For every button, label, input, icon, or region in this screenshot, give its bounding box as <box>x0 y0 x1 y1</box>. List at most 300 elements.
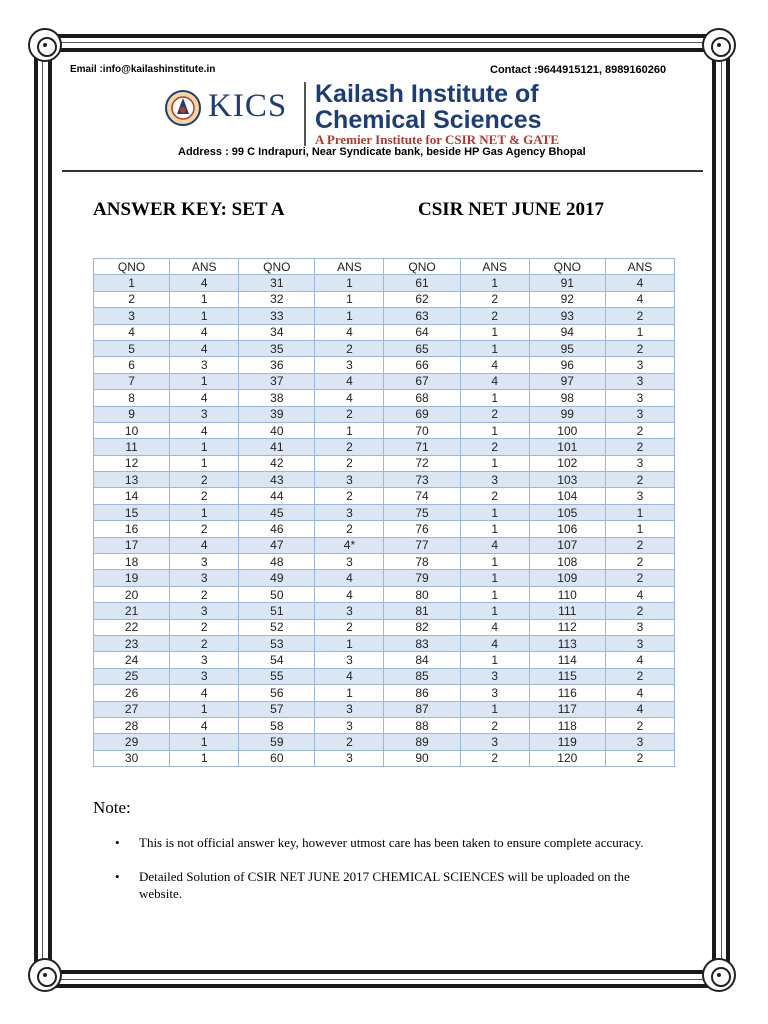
answer-cell: 2 <box>605 717 674 733</box>
table-row <box>94 308 675 324</box>
answer-cell: 2 <box>170 635 239 651</box>
question-number-cell: 55 <box>239 668 315 684</box>
column-header: QNO <box>239 259 315 275</box>
question-number-cell: 106 <box>529 521 605 537</box>
answer-cell: 2 <box>315 619 384 635</box>
header-contact: Contact :9644915121, 8989160260 <box>490 64 667 76</box>
question-number-cell: 12 <box>94 455 170 471</box>
exam-title: CSIR NET JUNE 2017 <box>418 199 604 220</box>
question-number-cell: 27 <box>94 701 170 717</box>
question-number-cell: 73 <box>384 472 460 488</box>
question-number-cell: 38 <box>239 390 315 406</box>
answer-cell: 4 <box>605 291 674 307</box>
question-number-cell: 61 <box>384 275 460 291</box>
answer-cell: 2 <box>460 308 529 324</box>
question-number-cell: 94 <box>529 324 605 340</box>
table-row <box>94 554 675 570</box>
question-number-cell: 116 <box>529 685 605 701</box>
answer-cell: 1 <box>460 652 529 668</box>
note-list <box>110 834 670 919</box>
question-number-cell: 15 <box>94 504 170 520</box>
question-number-cell: 83 <box>384 635 460 651</box>
answer-cell: 4 <box>315 570 384 586</box>
question-number-cell: 113 <box>529 635 605 651</box>
question-number-cell: 68 <box>384 390 460 406</box>
question-number-cell: 91 <box>529 275 605 291</box>
answer-cell: 1 <box>460 422 529 438</box>
question-number-cell: 110 <box>529 586 605 602</box>
institute-name-line2: Chemical Sciences <box>315 106 542 134</box>
question-number-cell: 44 <box>239 488 315 504</box>
answer-cell: 2 <box>605 308 674 324</box>
question-number-cell: 43 <box>239 472 315 488</box>
column-header: ANS <box>170 259 239 275</box>
answer-cell: 3 <box>315 472 384 488</box>
question-number-cell: 77 <box>384 537 460 553</box>
answer-cell: 1 <box>460 554 529 570</box>
table-row <box>94 734 675 750</box>
question-number-cell: 29 <box>94 734 170 750</box>
answer-cell: 2 <box>605 554 674 570</box>
answer-cell: 1 <box>460 324 529 340</box>
question-number-cell: 71 <box>384 439 460 455</box>
question-number-cell: 37 <box>239 373 315 389</box>
table-row <box>94 570 675 586</box>
question-number-cell: 5 <box>94 340 170 356</box>
answer-cell: 2 <box>315 455 384 471</box>
answer-cell: 4 <box>170 275 239 291</box>
question-number-cell: 117 <box>529 701 605 717</box>
question-number-cell: 54 <box>239 652 315 668</box>
question-number-cell: 97 <box>529 373 605 389</box>
answer-cell: 3 <box>170 652 239 668</box>
answer-cell: 3 <box>170 668 239 684</box>
question-number-cell: 81 <box>384 603 460 619</box>
answer-cell: 2 <box>605 750 674 766</box>
answer-cell: 4 <box>460 373 529 389</box>
table-row <box>94 357 675 373</box>
answer-cell: 2 <box>460 291 529 307</box>
question-number-cell: 13 <box>94 472 170 488</box>
table-row <box>94 488 675 504</box>
question-number-cell: 107 <box>529 537 605 553</box>
question-number-cell: 10 <box>94 422 170 438</box>
answer-cell: 4 <box>460 635 529 651</box>
answer-key-table <box>93 258 675 767</box>
answer-cell: 3 <box>315 603 384 619</box>
table-row <box>94 521 675 537</box>
question-number-cell: 120 <box>529 750 605 766</box>
question-number-cell: 70 <box>384 422 460 438</box>
answer-cell: 4 <box>605 685 674 701</box>
answer-cell: 1 <box>170 455 239 471</box>
answer-cell: 4 <box>460 357 529 373</box>
column-header: QNO <box>529 259 605 275</box>
question-number-cell: 93 <box>529 308 605 324</box>
question-number-cell: 56 <box>239 685 315 701</box>
corner-ornament-top-left <box>28 28 62 62</box>
question-number-cell: 79 <box>384 570 460 586</box>
question-number-cell: 69 <box>384 406 460 422</box>
question-number-cell: 109 <box>529 570 605 586</box>
question-number-cell: 2 <box>94 291 170 307</box>
column-header: QNO <box>384 259 460 275</box>
question-number-cell: 17 <box>94 537 170 553</box>
table-row <box>94 635 675 651</box>
answer-cell: 4 <box>605 701 674 717</box>
answer-cell: 3 <box>605 373 674 389</box>
institute-name <box>315 81 542 133</box>
table-row <box>94 685 675 701</box>
question-number-cell: 118 <box>529 717 605 733</box>
corner-ornament-bottom-left <box>28 958 62 992</box>
question-number-cell: 53 <box>239 635 315 651</box>
answer-cell: 4 <box>170 340 239 356</box>
question-number-cell: 74 <box>384 488 460 504</box>
question-number-cell: 105 <box>529 504 605 520</box>
question-number-cell: 108 <box>529 554 605 570</box>
question-number-cell: 23 <box>94 635 170 651</box>
question-number-cell: 86 <box>384 685 460 701</box>
table-row <box>94 373 675 389</box>
question-number-cell: 36 <box>239 357 315 373</box>
answer-cell: 4* <box>315 537 384 553</box>
note-item <box>110 834 670 851</box>
answer-cell: 1 <box>170 750 239 766</box>
question-number-cell: 11 <box>94 439 170 455</box>
question-number-cell: 35 <box>239 340 315 356</box>
answer-cell: 1 <box>460 455 529 471</box>
answer-cell: 4 <box>460 537 529 553</box>
answer-cell: 3 <box>315 652 384 668</box>
institute-tagline: A Premier Institute for CSIR NET & GATE <box>315 132 559 147</box>
question-number-cell: 114 <box>529 652 605 668</box>
answer-cell: 1 <box>315 635 384 651</box>
answer-cell: 3 <box>170 603 239 619</box>
question-number-cell: 31 <box>239 275 315 291</box>
answer-cell: 3 <box>605 357 674 373</box>
answer-cell: 4 <box>460 619 529 635</box>
answer-cell: 3 <box>605 619 674 635</box>
question-number-cell: 103 <box>529 472 605 488</box>
question-number-cell: 24 <box>94 652 170 668</box>
question-number-cell: 87 <box>384 701 460 717</box>
answer-cell: 2 <box>605 340 674 356</box>
question-number-cell: 3 <box>94 308 170 324</box>
question-number-cell: 95 <box>529 340 605 356</box>
question-number-cell: 82 <box>384 619 460 635</box>
question-number-cell: 112 <box>529 619 605 635</box>
answer-cell: 4 <box>315 390 384 406</box>
answer-cell: 1 <box>460 504 529 520</box>
answer-cell: 1 <box>170 734 239 750</box>
answer-cell: 4 <box>315 586 384 602</box>
answer-cell: 4 <box>605 586 674 602</box>
question-number-cell: 14 <box>94 488 170 504</box>
answer-cell: 2 <box>170 472 239 488</box>
answer-cell: 1 <box>170 439 239 455</box>
answer-cell: 3 <box>315 504 384 520</box>
logo-wordmark: KICS <box>208 88 288 124</box>
answer-cell: 4 <box>170 537 239 553</box>
question-number-cell: 67 <box>384 373 460 389</box>
answer-cell: 4 <box>170 390 239 406</box>
corner-ornament-bottom-right <box>702 958 736 992</box>
answer-cell: 3 <box>605 390 674 406</box>
institute-emblem-icon <box>165 88 201 128</box>
table-row <box>94 652 675 668</box>
answer-cell: 4 <box>170 717 239 733</box>
answer-cell: 3 <box>605 635 674 651</box>
question-number-cell: 78 <box>384 554 460 570</box>
answer-cell: 2 <box>170 488 239 504</box>
question-number-cell: 65 <box>384 340 460 356</box>
question-number-cell: 50 <box>239 586 315 602</box>
question-number-cell: 90 <box>384 750 460 766</box>
answer-cell: 1 <box>460 521 529 537</box>
answer-cell: 3 <box>315 750 384 766</box>
table-row <box>94 586 675 602</box>
table-row <box>94 390 675 406</box>
question-number-cell: 60 <box>239 750 315 766</box>
table-row <box>94 717 675 733</box>
answer-cell: 1 <box>315 685 384 701</box>
answer-cell: 2 <box>605 668 674 684</box>
answer-cell: 2 <box>605 439 674 455</box>
question-number-cell: 104 <box>529 488 605 504</box>
answer-cell: 1 <box>170 373 239 389</box>
answer-cell: 3 <box>605 455 674 471</box>
answer-cell: 1 <box>315 291 384 307</box>
answer-cell: 2 <box>315 521 384 537</box>
question-number-cell: 72 <box>384 455 460 471</box>
column-header: ANS <box>605 259 674 275</box>
answer-cell: 3 <box>460 472 529 488</box>
question-number-cell: 85 <box>384 668 460 684</box>
question-number-cell: 100 <box>529 422 605 438</box>
question-number-cell: 76 <box>384 521 460 537</box>
table-row <box>94 472 675 488</box>
answer-cell: 4 <box>170 422 239 438</box>
header-email: Email :info@kailashinstitute.in <box>70 64 216 75</box>
answer-cell: 1 <box>460 603 529 619</box>
answer-cell: 4 <box>605 652 674 668</box>
answer-cell: 3 <box>170 406 239 422</box>
question-number-cell: 26 <box>94 685 170 701</box>
answer-cell: 2 <box>315 439 384 455</box>
question-number-cell: 57 <box>239 701 315 717</box>
question-number-cell: 115 <box>529 668 605 684</box>
note-item-text: This is not official answer key, however utmost care has been taken to ensure complete accuracy. <box>139 835 644 850</box>
answer-cell: 3 <box>170 357 239 373</box>
answer-cell: 2 <box>605 570 674 586</box>
question-number-cell: 33 <box>239 308 315 324</box>
question-number-cell: 28 <box>94 717 170 733</box>
answer-cell: 1 <box>460 275 529 291</box>
question-number-cell: 34 <box>239 324 315 340</box>
answer-cell: 2 <box>315 488 384 504</box>
question-number-cell: 19 <box>94 570 170 586</box>
answer-cell: 1 <box>460 340 529 356</box>
question-number-cell: 63 <box>384 308 460 324</box>
question-number-cell: 88 <box>384 717 460 733</box>
answer-cell: 3 <box>605 406 674 422</box>
question-number-cell: 7 <box>94 373 170 389</box>
answer-cell: 1 <box>460 701 529 717</box>
answer-cell: 1 <box>170 291 239 307</box>
answer-cell: 2 <box>460 406 529 422</box>
note-heading: Note: <box>93 798 131 817</box>
column-header: ANS <box>315 259 384 275</box>
question-number-cell: 4 <box>94 324 170 340</box>
question-number-cell: 42 <box>239 455 315 471</box>
answer-key-title: ANSWER KEY: SET A <box>93 199 285 220</box>
answer-cell: 2 <box>460 439 529 455</box>
answer-cell: 1 <box>460 586 529 602</box>
answer-cell: 2 <box>170 521 239 537</box>
note-item-text: Detailed Solution of CSIR NET JUNE 2017 CHEMICAL SCIENCES will be uploaded on the website. <box>139 869 630 901</box>
table-header-row <box>94 259 675 275</box>
question-number-cell: 51 <box>239 603 315 619</box>
answer-cell: 3 <box>315 701 384 717</box>
question-number-cell: 96 <box>529 357 605 373</box>
answer-cell: 2 <box>315 340 384 356</box>
question-number-cell: 6 <box>94 357 170 373</box>
table-row <box>94 504 675 520</box>
table-row <box>94 406 675 422</box>
question-number-cell: 84 <box>384 652 460 668</box>
table-row <box>94 340 675 356</box>
question-number-cell: 75 <box>384 504 460 520</box>
question-number-cell: 30 <box>94 750 170 766</box>
table-row <box>94 619 675 635</box>
question-number-cell: 49 <box>239 570 315 586</box>
answer-cell: 2 <box>170 586 239 602</box>
question-number-cell: 9 <box>94 406 170 422</box>
question-number-cell: 92 <box>529 291 605 307</box>
answer-cell: 2 <box>605 472 674 488</box>
answer-cell: 2 <box>605 603 674 619</box>
question-number-cell: 40 <box>239 422 315 438</box>
question-number-cell: 47 <box>239 537 315 553</box>
table-row <box>94 439 675 455</box>
question-number-cell: 64 <box>384 324 460 340</box>
bullet-icon: • <box>115 869 120 884</box>
answer-cell: 1 <box>605 504 674 520</box>
answer-cell: 2 <box>170 619 239 635</box>
column-header: ANS <box>460 259 529 275</box>
answer-cell: 3 <box>315 717 384 733</box>
answer-cell: 1 <box>170 504 239 520</box>
table-row <box>94 455 675 471</box>
question-number-cell: 119 <box>529 734 605 750</box>
answer-cell: 4 <box>170 685 239 701</box>
question-number-cell: 8 <box>94 390 170 406</box>
answer-cell: 1 <box>315 422 384 438</box>
answer-cell: 4 <box>315 373 384 389</box>
question-number-cell: 62 <box>384 291 460 307</box>
table-row <box>94 324 675 340</box>
answer-cell: 1 <box>315 308 384 324</box>
header-rule <box>62 170 703 172</box>
answer-cell: 2 <box>605 537 674 553</box>
answer-cell: 1 <box>170 701 239 717</box>
question-number-cell: 80 <box>384 586 460 602</box>
answer-cell: 1 <box>605 521 674 537</box>
question-number-cell: 25 <box>94 668 170 684</box>
question-number-cell: 89 <box>384 734 460 750</box>
table-row <box>94 291 675 307</box>
answer-cell: 2 <box>315 406 384 422</box>
table-row <box>94 668 675 684</box>
answer-cell: 3 <box>605 488 674 504</box>
question-number-cell: 1 <box>94 275 170 291</box>
answer-cell: 1 <box>170 308 239 324</box>
question-number-cell: 32 <box>239 291 315 307</box>
column-header: QNO <box>94 259 170 275</box>
question-number-cell: 39 <box>239 406 315 422</box>
question-number-cell: 21 <box>94 603 170 619</box>
answer-cell: 4 <box>605 275 674 291</box>
answer-cell: 2 <box>460 717 529 733</box>
answer-cell: 3 <box>170 554 239 570</box>
answer-cell: 4 <box>315 668 384 684</box>
bullet-icon: • <box>115 835 120 850</box>
question-number-cell: 58 <box>239 717 315 733</box>
question-number-cell: 98 <box>529 390 605 406</box>
question-number-cell: 66 <box>384 357 460 373</box>
answer-cell: 3 <box>460 734 529 750</box>
question-number-cell: 18 <box>94 554 170 570</box>
answer-cell: 4 <box>170 324 239 340</box>
answer-cell: 3 <box>605 734 674 750</box>
question-number-cell: 101 <box>529 439 605 455</box>
table-row <box>94 701 675 717</box>
table-row <box>94 537 675 553</box>
question-number-cell: 52 <box>239 619 315 635</box>
answer-cell: 3 <box>460 668 529 684</box>
question-number-cell: 48 <box>239 554 315 570</box>
answer-cell: 2 <box>605 422 674 438</box>
answer-cell: 2 <box>460 750 529 766</box>
question-number-cell: 111 <box>529 603 605 619</box>
question-number-cell: 20 <box>94 586 170 602</box>
institute-address: Address : 99 C Indrapuri, Near Syndicate bank, beside HP Gas Agency Bhopal <box>178 146 586 158</box>
question-number-cell: 41 <box>239 439 315 455</box>
note-item <box>110 868 670 902</box>
answer-cell: 2 <box>460 488 529 504</box>
question-number-cell: 16 <box>94 521 170 537</box>
question-number-cell: 22 <box>94 619 170 635</box>
question-number-cell: 59 <box>239 734 315 750</box>
table-row <box>94 275 675 291</box>
institute-name-line1: Kailash Institute of <box>315 80 539 108</box>
answer-cell: 1 <box>460 390 529 406</box>
logo-divider <box>304 82 306 146</box>
question-number-cell: 102 <box>529 455 605 471</box>
question-number-cell: 45 <box>239 504 315 520</box>
answer-cell: 3 <box>315 357 384 373</box>
answer-cell: 1 <box>605 324 674 340</box>
answer-cell: 1 <box>460 570 529 586</box>
answer-cell: 4 <box>315 324 384 340</box>
answer-cell: 2 <box>315 734 384 750</box>
table-row <box>94 750 675 766</box>
question-number-cell: 99 <box>529 406 605 422</box>
corner-ornament-top-right <box>702 28 736 62</box>
question-number-cell: 46 <box>239 521 315 537</box>
answer-cell: 3 <box>460 685 529 701</box>
